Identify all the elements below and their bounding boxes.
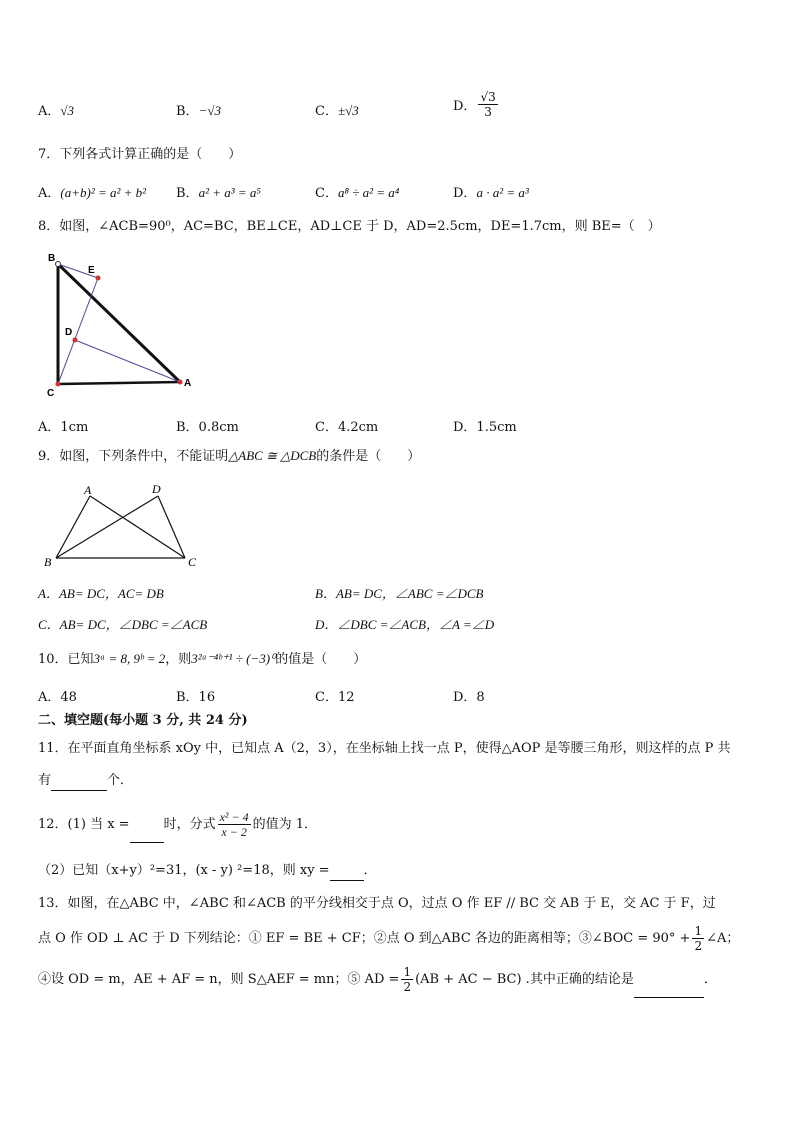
q9-segment-ca [90, 496, 185, 558]
q6-d-label: D． [453, 99, 477, 114]
q10-option-a: A．48 [38, 690, 77, 705]
q9-figure [40, 478, 210, 573]
q9-option-d: D．∠DBC =∠ACB，∠A =∠D [315, 617, 495, 632]
q8-label-d: D [65, 327, 73, 338]
q6-d-den: 3 [484, 105, 492, 119]
q10-option-b: B．16 [176, 690, 216, 705]
q12-p1-mid: 时，分式 [163, 817, 216, 832]
q13-line1: 13．如图，在△ABC 中，∠ABC 和∠ACB 的平分线相交于点 O，过点 O 作 EF // BC 交 AB 于 E，交 AC 于 F，过 [38, 896, 716, 911]
q7-c-label: C． [315, 186, 338, 201]
q12-frac-den: x − 2 [221, 825, 247, 839]
q12-p1-post: 的值为 1． [252, 817, 318, 832]
q10-stem-post: 的值是（ ） [275, 652, 367, 667]
q13-line3 [38, 963, 717, 998]
q6-option-c [315, 100, 359, 119]
q7-c-text: a⁸ ÷ a² = a⁴ [337, 185, 400, 200]
q8-stem: 8．如图，∠ACB=90⁰，AC=BC，BE⊥CE，AD⊥CE 于 D，AD=2.5cm，DE=1.7cm，则 BE=（ ） [38, 219, 661, 234]
q8-label-a: A [184, 378, 192, 389]
q10-stem [38, 650, 366, 669]
q8-point-b [56, 262, 61, 267]
q9-segment-bd [56, 496, 158, 558]
q8-point-d [73, 338, 78, 343]
q13-line3-frac-num: 1 [403, 965, 412, 979]
q13-line2-frac-den: 2 [694, 939, 703, 953]
q7-option-b [176, 182, 261, 201]
q8-segment-ca [58, 382, 180, 384]
q8-option-a: A．1cm [38, 420, 89, 435]
q11-line2-pre: 有 [38, 773, 52, 788]
q8-option-c: C．4.2cm [315, 420, 379, 435]
q10-stem-cond: 3ᵃ = 8, 9ᵇ = 2 [93, 651, 166, 666]
q13-line2-post: ∠A； [706, 931, 740, 946]
q7-b-label: B． [176, 186, 199, 201]
q8-label-b: B [48, 253, 56, 264]
q6-a-text: √3 [60, 103, 75, 118]
q9-label-b: B [44, 555, 52, 569]
q8-label-c: C [47, 388, 55, 398]
q11-answer-blank[interactable] [51, 772, 107, 791]
q6-c-text: ±√3 [337, 103, 359, 118]
q9-label-c: C [188, 555, 197, 569]
q9-stem-pre: 9．如图，下列条件中，不能证明 [38, 449, 229, 464]
q8-point-c [56, 382, 61, 387]
q9-option-c: C．AB= DC，∠DBC =∠ACB [38, 617, 208, 632]
q10-stem-pre: 10．已知 [38, 652, 94, 667]
q12-answer-blank-2[interactable] [330, 862, 364, 881]
q6-c-label: C． [315, 104, 338, 119]
q13-line2-fraction [692, 924, 704, 953]
q11-line2 [38, 772, 133, 791]
q6-b-label: B． [176, 104, 199, 119]
q7-option-c [315, 182, 399, 201]
q10-stem-mid: ，则 [165, 652, 192, 667]
q13-line3-end: ． [703, 972, 717, 987]
q9-stem [38, 447, 420, 466]
q13-line3-pre: ④设 OD = m，AE + AF = n，则 S△AEF = mn；⑤ AD = [38, 972, 400, 987]
q13-line3-fraction [401, 965, 413, 994]
q11-line2-post: 个． [107, 773, 134, 788]
q6-d-fraction [478, 90, 497, 119]
q7-a-text: (a+b)² = a² + b² [60, 185, 147, 200]
q7-option-a [38, 182, 146, 201]
q8-figure [40, 248, 200, 398]
q12-p1-pre: 12．(1) 当 x = [38, 817, 130, 832]
q6-option-b [176, 100, 221, 119]
q7-option-d [453, 182, 529, 201]
q10-option-d: D．8 [453, 690, 485, 705]
q8-option-b: B．0.8cm [176, 420, 239, 435]
q12-answer-blank-1[interactable] [130, 808, 164, 843]
q6-option-d [453, 90, 500, 119]
q7-b-text: a² + a³ = a⁵ [198, 185, 261, 200]
q8-option-d: D．1.5cm [453, 420, 517, 435]
q13-line3-frac-den: 2 [403, 980, 412, 994]
q7-a-label: A． [38, 186, 61, 201]
q12-part1 [38, 808, 317, 843]
q9-option-b: B．AB= DC，∠ABC =∠DCB [315, 586, 484, 601]
q9-stem-math: △ABC ≅ △DCB [228, 448, 317, 463]
q7-d-label: D． [453, 186, 477, 201]
q6-d-num: √3 [480, 90, 496, 104]
q12-fraction [218, 810, 251, 839]
q6-option-a [38, 100, 74, 119]
q8-segment-ba [58, 264, 180, 382]
q13-line3-post: (AB + AC − BC) .其中正确的结论是 [415, 972, 634, 987]
q6-b-text: −√3 [198, 103, 221, 118]
q9-stem-post: 的条件是（ ） [316, 449, 421, 464]
q9-label-d: D [152, 482, 161, 496]
q12-part2 [38, 862, 377, 881]
q9-label-a: A [84, 483, 92, 497]
section-title: 二、填空题(每小题 3 分, 共 24 分) [38, 713, 248, 728]
q10-option-c: C．12 [315, 690, 355, 705]
q12-frac-num: x² − 4 [219, 810, 249, 824]
q7-stem: 7．下列各式计算正确的是（ ） [38, 147, 242, 162]
q13-answer-blank[interactable] [634, 963, 704, 998]
q10-stem-expr: 3²ᵃ⁻⁴ᵇ⁺¹ ÷ (−3)⁰ [191, 651, 276, 666]
q12-p2-post: ． [363, 863, 377, 878]
q8-point-e [96, 276, 101, 281]
q9-option-a: A．AB= DC，AC= DB [38, 586, 164, 601]
q8-segment-ad [75, 340, 180, 382]
q7-d-text: a · a² = a³ [476, 185, 529, 200]
q11-line1: 11．在平面直角坐标系 xOy 中，已知点 A（2，3），在坐标轴上找一点 P，使得△AOP 是等腰三角形，则这样的点 P 共 [38, 741, 731, 756]
q8-point-a [178, 380, 183, 385]
q12-p2-pre: （2）已知（x+y）²=31，(x - y) ²=18，则 xy = [38, 863, 330, 878]
q13-line2-pre: 点 O 作 OD ⊥ AC 于 D 下列结论：① EF = BE + CF；②点 O 到△ABC 各边的距离相等；③∠BOC = 90° + [38, 931, 691, 946]
q13-line2-frac-num: 1 [694, 924, 703, 938]
q8-label-e: E [88, 265, 95, 276]
q9-segment-ba [56, 496, 90, 558]
q6-a-label: A． [38, 104, 61, 119]
q8-segment-ce [58, 278, 98, 384]
q13-line2 [38, 922, 739, 956]
